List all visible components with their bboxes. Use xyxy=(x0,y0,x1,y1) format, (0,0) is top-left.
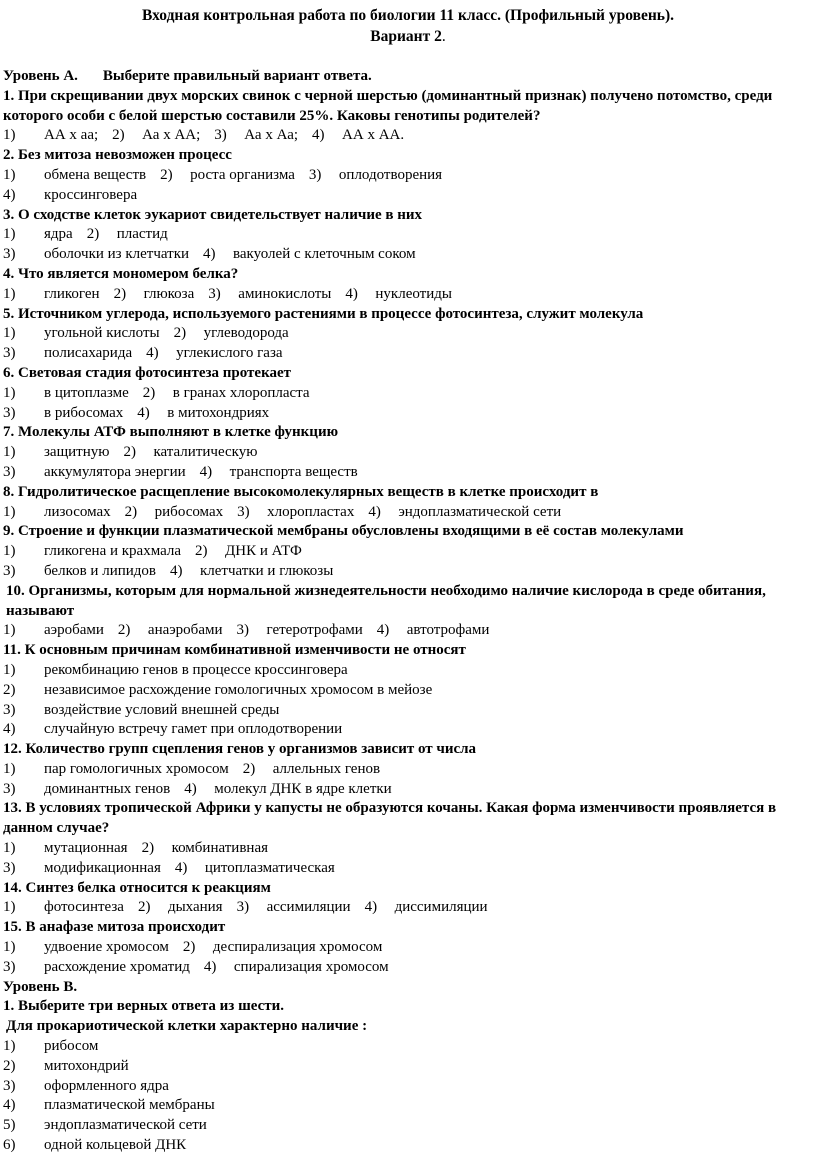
answer-row xyxy=(3,621,808,641)
answer-option: гликоген xyxy=(44,285,100,302)
level-b-task: 1. Выберите три верных ответа из шести. xyxy=(3,998,285,1015)
answer-option: хлоропластах xyxy=(267,503,355,520)
answer-option: оплодотворения xyxy=(338,166,443,183)
answer-number: 3) xyxy=(3,345,16,362)
answer-row xyxy=(3,245,808,265)
answer-option: комбинативная xyxy=(171,840,269,857)
answer-option: случайную встречу гамет при оплодотворении xyxy=(44,721,343,738)
answer-option: аллельных генов xyxy=(272,760,381,777)
answer-number: 1) xyxy=(3,939,16,956)
answer-option: в рибосомах xyxy=(44,404,124,421)
choice-row xyxy=(3,1037,808,1057)
answer-number: 4) xyxy=(203,958,217,975)
answer-row xyxy=(3,859,808,879)
question-text: 6. Световая стадия фотосинтеза протекает xyxy=(3,364,292,381)
answer-row xyxy=(3,344,808,364)
answer-number: 3) xyxy=(3,562,16,579)
answer-option: лизосомах xyxy=(44,503,111,520)
answer-row xyxy=(3,166,808,186)
answer-number: 1) xyxy=(3,226,16,243)
answer-number: 1) xyxy=(3,760,16,777)
question-text: 13. В условиях тропической Африки у капусты не образуются кочаны. Какая форма изменчивости проявляется в данном случае? xyxy=(3,800,777,837)
answer-number: 3) xyxy=(3,246,16,263)
answer-option: Аа х АА; xyxy=(142,127,201,144)
choice-row xyxy=(3,1116,808,1136)
choice-row xyxy=(3,1057,808,1077)
answer-row xyxy=(3,760,808,780)
answer-number: 1) xyxy=(3,285,16,302)
answer-option: в гранах хлоропласта xyxy=(172,384,310,401)
answer-option: аккумулятора энергии xyxy=(44,463,186,480)
answer-number: 1) xyxy=(3,166,16,183)
choice-option: плазматической мембраны xyxy=(44,1097,215,1114)
answer-number: 2) xyxy=(160,166,173,183)
answer-row xyxy=(3,562,808,582)
choice-number: 4) xyxy=(3,1097,16,1114)
answer-option: автотрофами xyxy=(406,622,490,639)
answer-option: обмена веществ xyxy=(44,166,147,183)
level-b-question: Для прокариотической клетки характерно наличие : xyxy=(6,1018,368,1035)
answer-option: в цитоплазме xyxy=(44,384,129,401)
answer-option: глюкоза xyxy=(143,285,195,302)
answer-row xyxy=(3,324,808,344)
answer-row xyxy=(3,938,808,958)
answer-row xyxy=(3,285,808,305)
answer-number: 2) xyxy=(142,384,156,401)
answer-option: молекул ДНК в ядре клетки xyxy=(214,780,392,797)
answer-number: 4) xyxy=(312,127,325,144)
answer-option: пластид xyxy=(116,226,168,243)
answer-number: 2) xyxy=(3,681,16,698)
answer-option: диссимиляции xyxy=(394,899,488,916)
answer-option: пар гомологичных хромосом xyxy=(44,760,229,777)
level-a-heading: Уровень А. xyxy=(3,68,78,84)
level-b-options xyxy=(3,1037,808,1156)
choice-row xyxy=(3,1136,808,1156)
choice-number: 1) xyxy=(3,1038,16,1055)
answer-option: роста организма xyxy=(190,166,295,183)
answer-number: 4) xyxy=(174,859,188,876)
answer-row xyxy=(3,443,808,463)
answer-number: 3) xyxy=(3,701,16,718)
answer-number: 1) xyxy=(3,384,16,401)
choice-option: митохондрий xyxy=(44,1057,129,1074)
answer-number: 1) xyxy=(3,444,16,461)
answer-number: 3) xyxy=(236,899,250,916)
level-a-header xyxy=(3,67,808,87)
answer-row xyxy=(3,404,808,424)
answer-number: 2) xyxy=(112,127,125,144)
question-text: 9. Строение и функции плазматической мембраны обусловлены входящими в её состав молекулами xyxy=(3,523,684,540)
answer-option: мутационная xyxy=(44,840,128,857)
answer-option: гликогена и крахмала xyxy=(44,543,182,560)
answer-option: АА х АА. xyxy=(342,127,405,144)
answer-number: 2) xyxy=(86,226,100,243)
answer-number: 2) xyxy=(141,840,155,857)
answer-option: оболочки из клетчатки xyxy=(44,246,190,263)
answer-row xyxy=(3,839,808,859)
answer-number: 4) xyxy=(3,721,16,738)
answer-option: Аа х Аа; xyxy=(244,127,299,144)
answer-number: 3) xyxy=(308,166,322,183)
answer-number: 3) xyxy=(3,463,16,480)
answer-option: углекислого газа xyxy=(176,345,283,362)
question-text: 15. В анафазе митоза происходит xyxy=(3,919,226,936)
question-text: 11. К основным причинам комбинативной изменчивости не относят xyxy=(3,642,466,659)
answer-number: 4) xyxy=(203,246,216,263)
answer-option: в митохондриях xyxy=(167,404,270,421)
answer-number: 1) xyxy=(3,899,16,916)
answer-option: аэробами xyxy=(44,622,104,639)
answer-option: цитоплазматическая xyxy=(204,859,335,876)
choice-option: эндоплазматической сети xyxy=(44,1117,207,1134)
choice-number: 6) xyxy=(3,1137,16,1154)
answer-number: 4) xyxy=(376,622,390,639)
answer-number: 3) xyxy=(3,404,16,421)
answer-option: эндоплазматической сети xyxy=(398,503,562,520)
answer-number: 3) xyxy=(3,859,16,876)
title-line-1: Входная контрольная работа по биологии 11 класс. (Профильный уровень). xyxy=(141,7,674,24)
answer-number: 2) xyxy=(113,285,127,302)
answer-row xyxy=(3,384,808,404)
answer-option: доминантных генов xyxy=(44,780,171,797)
answer-row xyxy=(3,463,808,483)
choice-option: одной кольцевой ДНК xyxy=(44,1137,187,1154)
level-b-heading: Уровень В. xyxy=(3,978,78,995)
answer-option: удвоение хромосом xyxy=(44,939,169,956)
answer-number: 4) xyxy=(137,404,150,421)
answer-row xyxy=(3,701,808,721)
answer-option: фотосинтеза xyxy=(44,899,124,916)
answer-option: рекомбинацию генов в процессе кроссинговера xyxy=(44,661,348,678)
answer-option: рибосомах xyxy=(154,503,224,520)
question-text: 4. Что является мономером белка? xyxy=(3,265,239,282)
answer-row xyxy=(3,681,808,701)
answer-number: 4) xyxy=(368,503,381,520)
answer-row xyxy=(3,186,808,206)
answer-number: 2) xyxy=(242,760,256,777)
answer-number: 2) xyxy=(173,325,187,342)
answer-number: 2) xyxy=(123,444,136,461)
answer-option: защитную xyxy=(44,444,110,461)
answer-number: 1) xyxy=(3,503,16,520)
answer-number: 2) xyxy=(195,543,208,560)
answer-number: 1) xyxy=(3,661,16,678)
answer-number: 4) xyxy=(364,899,378,916)
answer-option: белков и липидов xyxy=(44,562,156,579)
answer-number: 3) xyxy=(236,622,249,639)
answer-number: 2) xyxy=(182,939,196,956)
answer-row xyxy=(3,661,808,681)
question-text: 2. Без митоза невозможен процесс xyxy=(3,147,232,164)
answer-option: угольной кислоты xyxy=(44,325,160,342)
choice-number: 5) xyxy=(3,1117,16,1134)
answer-number: 1) xyxy=(3,840,16,857)
choice-row xyxy=(3,1096,808,1116)
answer-row xyxy=(3,225,808,245)
answer-row xyxy=(3,126,808,146)
answer-option: расхождение хроматид xyxy=(44,958,190,975)
answer-option: кроссинговера xyxy=(44,186,138,203)
answer-number: 2) xyxy=(137,899,151,916)
answer-number: 3) xyxy=(214,127,227,144)
answer-number: 3) xyxy=(208,285,221,302)
choice-number: 3) xyxy=(3,1077,16,1094)
level-a-questions xyxy=(3,87,808,978)
answer-row xyxy=(3,720,808,740)
answer-option: аминокислоты xyxy=(238,285,332,302)
answer-number: 4) xyxy=(184,780,197,797)
answer-option: ядра xyxy=(44,226,73,243)
answer-number: 1) xyxy=(3,127,16,144)
question-text: 7. Молекулы АТФ выполняют в клетке функцию xyxy=(3,424,339,441)
question-text: 10. Организмы, которым для нормальной жизнедеятельности необходимо наличие кислорода в среде обитания, называют xyxy=(6,582,766,619)
answer-option: транспорта веществ xyxy=(229,463,358,480)
answer-number: 3) xyxy=(3,958,16,975)
question-text: 1. При скрещивании двух морских свинок с черной шерстью (доминантный признак) получено потомство, среди которого особи с белой шерстью составили 25%. Каковы генотипы родителей? xyxy=(3,87,773,124)
question-text: 3. О сходстве клеток эукариот свидетельствует наличие в них xyxy=(3,206,423,223)
title-line-2: Вариант 2. xyxy=(370,28,446,45)
level-a-instruction: Выберите правильный вариант ответа. xyxy=(102,68,372,84)
answer-option: нуклеотиды xyxy=(375,285,452,302)
answer-option: спирализация хромосом xyxy=(233,958,389,975)
answer-option: АА х аа; xyxy=(44,127,99,144)
answer-option: клетчатки и глюкозы xyxy=(200,562,334,579)
answer-row xyxy=(3,503,808,523)
answer-option: воздействие условий внешней среды xyxy=(44,701,280,718)
choice-option: оформленного ядра xyxy=(44,1077,169,1094)
choice-option: рибосом xyxy=(44,1038,99,1055)
answer-option: углеводорода xyxy=(203,325,289,342)
test-content xyxy=(3,67,808,1156)
answer-number: 2) xyxy=(124,503,138,520)
answer-option: полисахарида xyxy=(44,345,133,362)
answer-option: вакуолей с клеточным соком xyxy=(233,246,416,263)
answer-number: 1) xyxy=(3,622,16,639)
answer-row xyxy=(3,898,808,918)
question-text: 14. Синтез белка относится к реакциям xyxy=(3,879,271,896)
question-text: 5. Источником углерода, используемого растениями в процессе фотосинтеза, служит молекула xyxy=(3,305,644,322)
variant-label: Вариант 2 xyxy=(370,28,442,45)
choice-number: 2) xyxy=(3,1057,16,1074)
answer-number: 1) xyxy=(3,543,16,560)
answer-option: каталитическую xyxy=(153,444,258,461)
answer-option: модификационная xyxy=(44,859,161,876)
answer-option: гетеротрофами xyxy=(266,622,363,639)
answer-number: 4) xyxy=(146,345,159,362)
answer-row xyxy=(3,780,808,800)
choice-row xyxy=(3,1077,808,1097)
answer-number: 4) xyxy=(3,186,16,203)
answer-number: 2) xyxy=(117,622,131,639)
answer-number: 4) xyxy=(345,285,358,302)
answer-row xyxy=(3,542,808,562)
answer-number: 4) xyxy=(170,562,183,579)
page-title xyxy=(0,5,816,47)
answer-option: ассимиляции xyxy=(266,899,351,916)
answer-option: дыхания xyxy=(167,899,223,916)
question-text: 12. Количество групп сцепления генов у организмов зависит от числа xyxy=(3,741,477,758)
answer-option: ДНК и АТФ xyxy=(225,543,302,560)
question-text: 8. Гидролитическое расщепление высокомолекулярных веществ в клетке происходит в xyxy=(3,483,599,500)
answer-option: независимое расхождение гомологичных хромосом в мейозе xyxy=(44,681,433,698)
answer-number: 1) xyxy=(3,325,16,342)
answer-row xyxy=(3,958,808,978)
answer-number: 4) xyxy=(199,463,213,480)
answer-number: 3) xyxy=(3,780,16,797)
answer-number: 3) xyxy=(237,503,250,520)
answer-option: анаэробами xyxy=(147,622,223,639)
answer-option: деспирализация хромосом xyxy=(212,939,383,956)
